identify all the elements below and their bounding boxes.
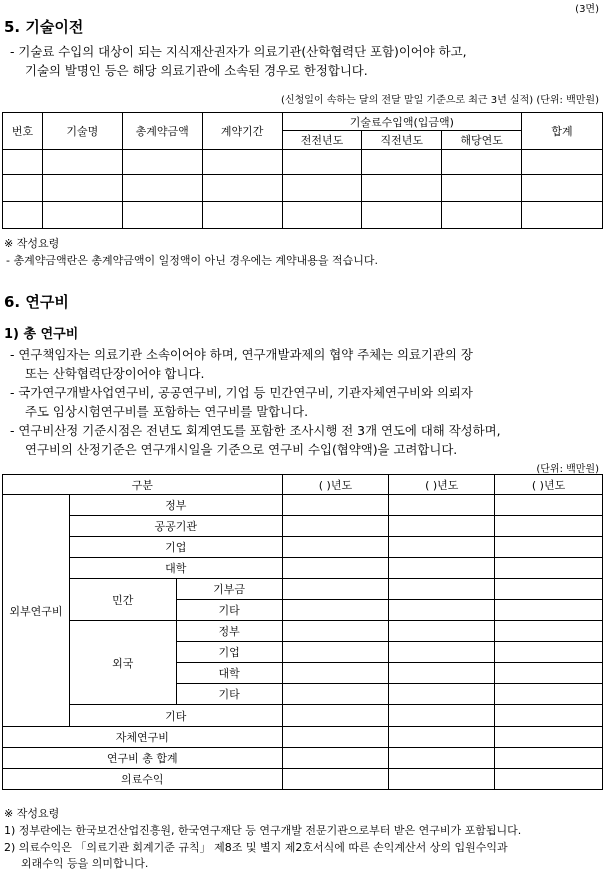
sec6-unit: (단위: 백만원) — [536, 464, 599, 475]
cell[interactable] — [495, 684, 603, 705]
cell[interactable] — [3, 202, 43, 229]
sec6-bullet-1-line-1: - 연구책임자는 의료기관 소속이어야 하며, 연구개발과제의 협약 주체는 의료기관의 장 — [10, 347, 473, 362]
cell[interactable] — [362, 175, 442, 202]
sec6-bullet-2 — [10, 383, 473, 421]
cell[interactable] — [389, 727, 495, 748]
row-label-foreign-other: 기타 — [176, 684, 282, 705]
sec6-bullet-3 — [10, 421, 501, 459]
cell[interactable] — [389, 684, 495, 705]
table-row — [3, 202, 603, 229]
row-label-private-other: 기타 — [176, 600, 282, 621]
col-header-contract-period: 계약기간 — [202, 113, 282, 150]
col-header-prev1-year: 직전년도 — [362, 131, 442, 150]
sec5-bullet-1 — [10, 42, 467, 80]
cell[interactable] — [282, 202, 362, 229]
cell[interactable] — [282, 537, 389, 558]
cell[interactable] — [42, 175, 122, 202]
cell[interactable] — [495, 516, 603, 537]
col-header-tech-name: 기술명 — [42, 113, 122, 150]
cell[interactable] — [202, 175, 282, 202]
cell[interactable] — [442, 150, 522, 175]
section-6-title: 6. 연구비 — [4, 293, 69, 311]
cell[interactable] — [522, 175, 603, 202]
row-label-foreign: 외국 — [69, 621, 176, 705]
cell[interactable] — [122, 175, 202, 202]
col-header-year-1: ( )년도 — [282, 475, 389, 495]
cell[interactable] — [282, 558, 389, 579]
cell[interactable] — [522, 150, 603, 175]
sec6-bullet-1-line-2: 또는 산학협력단장이어야 합니다. — [25, 366, 205, 381]
page-number: (3면) — [575, 4, 599, 15]
cell[interactable] — [42, 202, 122, 229]
cell[interactable] — [42, 150, 122, 175]
table-row — [3, 150, 603, 175]
cell[interactable] — [495, 621, 603, 642]
col-header-total-contract: 총계약금액 — [122, 113, 202, 150]
cell[interactable] — [389, 748, 495, 769]
sec5-notes-title: ※ 작성요령 — [4, 237, 60, 250]
sec6-note-1: 1) 정부란에는 한국보건산업진흥원, 한국연구재단 등 연구개발 전문기관으로부터 받은 연구비가 포함됩니다. — [4, 824, 522, 837]
cell[interactable] — [122, 150, 202, 175]
cell[interactable] — [282, 663, 389, 684]
cell[interactable] — [3, 175, 43, 202]
cell[interactable] — [282, 727, 389, 748]
row-label-donation: 기부금 — [176, 579, 282, 600]
research-funding-table — [2, 474, 603, 790]
cell[interactable] — [282, 621, 389, 642]
row-label-government: 정부 — [69, 495, 282, 516]
row-label-foreign-company: 기업 — [176, 642, 282, 663]
cell[interactable] — [282, 579, 389, 600]
sec6-note-2-line-1: 2) 의료수익은 「의료기관 회계기준 규칙」 제8조 및 별지 제2호서식에 따른 손익계산서 상의 입원수익과 — [4, 841, 508, 854]
cell[interactable] — [282, 748, 389, 769]
cell[interactable] — [362, 150, 442, 175]
col-header-sum: 합계 — [522, 113, 603, 150]
row-label-external-funding: 외부연구비 — [3, 495, 70, 727]
cell[interactable] — [389, 769, 495, 790]
row-label-total-funding: 연구비 총 합계 — [3, 748, 283, 769]
cell[interactable] — [282, 516, 389, 537]
cell[interactable] — [282, 175, 362, 202]
col-header-current-year: 해당연도 — [442, 131, 522, 150]
cell[interactable] — [389, 537, 495, 558]
cell[interactable] — [389, 621, 495, 642]
cell[interactable] — [362, 202, 442, 229]
row-label-medical-income: 의료수익 — [3, 769, 283, 790]
sec6-bullet-2-line-1: - 국가연구개발사업연구비, 공공연구비, 기업 등 민간연구비, 기관자체연구비와 의뢰자 — [10, 385, 473, 400]
cell[interactable] — [389, 642, 495, 663]
sec6-bullet-3-line-2: 연구비의 산정기준은 연구개시일을 기준으로 연구비 수입(협약액)을 고려합니다. — [25, 442, 458, 457]
sec6-bullet-2-line-2: 주도 임상시험연구비를 포함하는 연구비를 말합니다. — [25, 404, 309, 419]
sec5-bullet-1-line-2: 기술의 발명인 등은 해당 의료기관에 소속된 경우로 한정합니다. — [25, 63, 368, 78]
cell[interactable] — [389, 558, 495, 579]
sec6-note-2 — [4, 840, 508, 872]
cell[interactable] — [495, 558, 603, 579]
table-row — [3, 175, 603, 202]
cell[interactable] — [282, 769, 389, 790]
cell[interactable] — [495, 579, 603, 600]
col-header-no: 번호 — [3, 113, 43, 150]
cell[interactable] — [282, 642, 389, 663]
sec6-subtitle-total-research: 1) 총 연구비 — [4, 327, 79, 342]
cell[interactable] — [495, 537, 603, 558]
row-label-company: 기업 — [69, 537, 282, 558]
cell[interactable] — [122, 202, 202, 229]
cell[interactable] — [202, 150, 282, 175]
col-header-year-3: ( )년도 — [495, 475, 603, 495]
sec6-bullet-3-line-1: - 연구비산정 기준시점은 전년도 회계연도를 포함한 조사시행 전 3개 연도에 대해 작성하며, — [10, 423, 501, 438]
cell[interactable] — [495, 663, 603, 684]
row-label-foreign-university: 대학 — [176, 663, 282, 684]
cell[interactable] — [389, 600, 495, 621]
cell[interactable] — [202, 202, 282, 229]
cell[interactable] — [495, 769, 603, 790]
sec5-bullet-1-line-1: - 기술료 수입의 대상이 되는 지식재산권자가 의료기관(산학협력단 포함)이어야 하고, — [10, 44, 467, 59]
cell[interactable] — [522, 202, 603, 229]
cell[interactable] — [495, 600, 603, 621]
cell[interactable] — [389, 705, 495, 727]
cell[interactable] — [3, 150, 43, 175]
cell[interactable] — [495, 727, 603, 748]
cell[interactable] — [442, 175, 522, 202]
cell[interactable] — [389, 516, 495, 537]
cell[interactable] — [495, 748, 603, 769]
col-header-year-2: ( )년도 — [389, 475, 495, 495]
cell[interactable] — [495, 642, 603, 663]
section-5-title: 5. 기술이전 — [4, 18, 84, 36]
row-label-foreign-government: 정부 — [176, 621, 282, 642]
cell[interactable] — [442, 202, 522, 229]
sec5-unit-note: (신청일이 속하는 달의 전달 말일 기준으로 최근 3년 실적) (단위: 백만원) — [281, 95, 599, 106]
cell[interactable] — [495, 495, 603, 516]
row-label-internal-funding: 자체연구비 — [3, 727, 283, 748]
cell[interactable] — [282, 150, 362, 175]
cell[interactable] — [282, 705, 389, 727]
sec6-notes-title: ※ 작성요령 — [4, 807, 60, 820]
col-header-royalty-income: 기술료수입액(입금액) — [282, 113, 522, 131]
row-label-private: 민간 — [69, 579, 176, 621]
cell[interactable] — [389, 579, 495, 600]
cell[interactable] — [282, 495, 389, 516]
technology-transfer-table — [2, 112, 603, 229]
col-header-category: 구분 — [3, 475, 283, 495]
sec6-note-2-line-2: 외래수익 등을 의미합니다. — [21, 857, 149, 870]
col-header-prev2-year: 전전년도 — [282, 131, 362, 150]
cell[interactable] — [389, 495, 495, 516]
row-label-university: 대학 — [69, 558, 282, 579]
cell[interactable] — [389, 663, 495, 684]
row-label-external-other: 기타 — [69, 705, 282, 727]
cell[interactable] — [495, 705, 603, 727]
sec5-note-1: - 총계약금액란은 총계약금액이 일정액이 아닌 경우에는 계약내용을 적습니다. — [6, 254, 378, 267]
cell[interactable] — [282, 600, 389, 621]
cell[interactable] — [282, 684, 389, 705]
sec6-bullet-1 — [10, 345, 473, 383]
row-label-public-institution: 공공기관 — [69, 516, 282, 537]
